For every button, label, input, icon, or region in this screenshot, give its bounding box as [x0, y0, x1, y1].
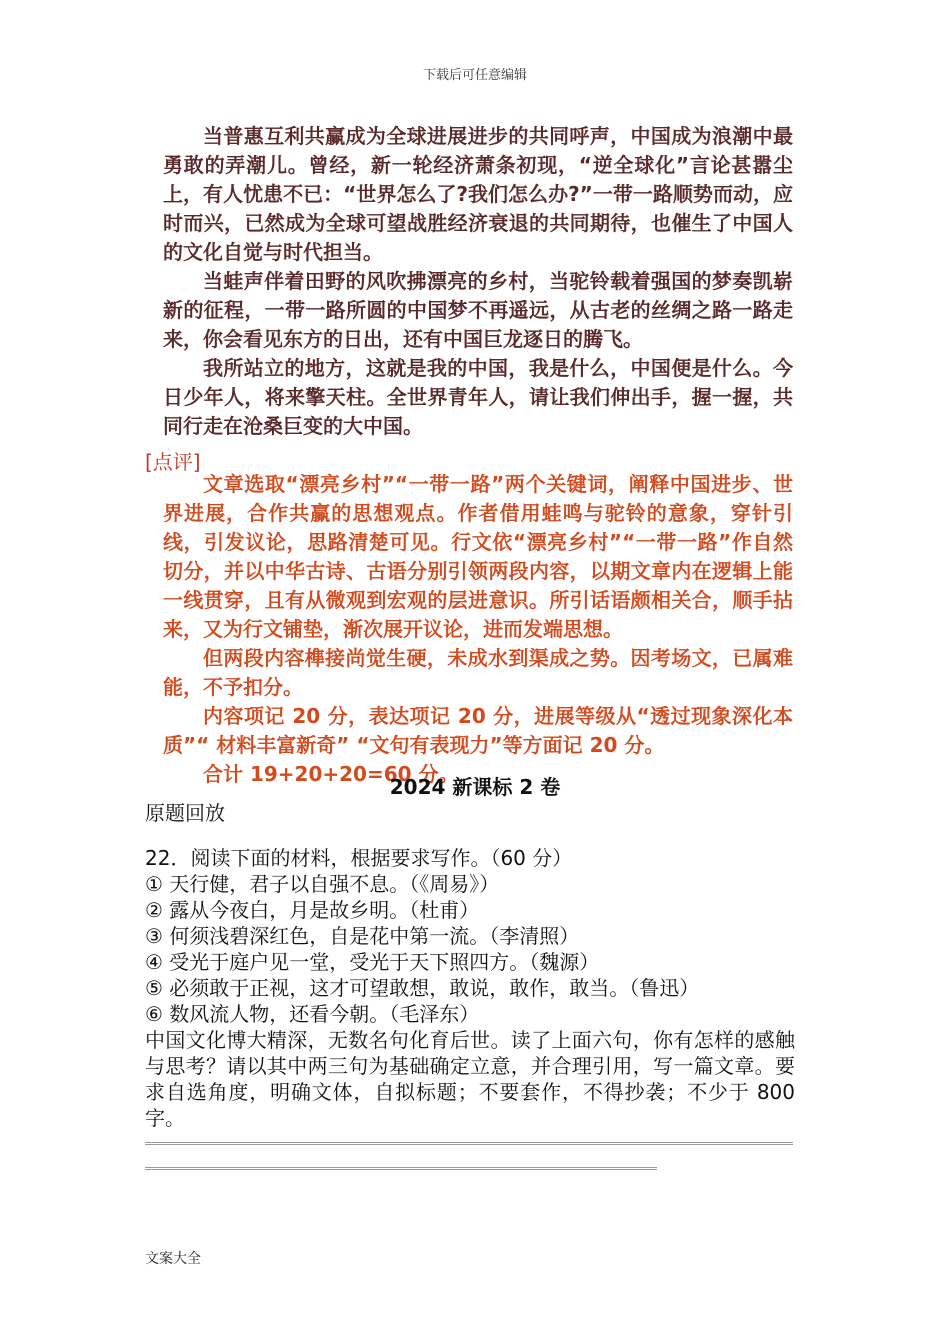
section-subhead: 原题回放: [145, 801, 225, 825]
essay-paragraph: 当蛙声伴着田野的风吹拂漂亮的乡村，当驼铃载着强国的梦奏凯崭新的征程，一带一路所圆的中国梦不再遥远，从古老的丝绸之路一路走来，你会看见东方的日出，还有中国巨龙逐日的腾飞。: [163, 269, 793, 351]
comment-paragraph: 文章选取“漂亮乡村”“一带一路”两个关键词，阐释中国进步、世界进展，合作共赢的思想观点。作者借用蛙鸣与驼铃的意象，穿针引线，引发议论，思路清楚可见。行文依“漂亮乡村”“一带一路”作自然切分，并以中华古诗、古语分别引领两段内容，以期文章内在逻辑上能一线贯穿，且有从微观到宏观的层进意识。所引话语颇相关合，顺手拈来，又为行文铺垫，渐次展开议论，进而发端思想。: [163, 472, 793, 641]
quote-item: ③ 何须浅碧深红色，自是花中第一流。（李清照）: [145, 924, 580, 948]
page-header: 下载后可任意编辑: [422, 68, 527, 83]
quote-item: ⑥ 数风流人物，还看今朝。（毛泽东）: [145, 1002, 480, 1026]
essay-paragraph: 我所站立的地方，这就是我的中国，我是什么，中国便是什么。今日少年人，将来擎天柱。全世界青年人，请让我们伸出手，握一握，共同行走在沧桑巨变的大中国。: [163, 356, 793, 438]
section-title: 2024 新课标 2 卷: [389, 775, 561, 799]
comment-paragraph: 但两段内容榫接尚觉生硬，未成水到渠成之势。因考场文，已属难能，不予扣分。: [163, 646, 793, 699]
essay-paragraph: 当普惠互利共赢成为全球进展进步的共同呼声，中国成为浪潮中最勇敢的弄潮儿。曾经，新一轮经济萧条初现，“逆全球化”言论甚嚣尘上，有人忧患不已：“世界怎么了?我们怎么办?”一带一路顺势而动，应时而兴，已然成为全球可望战胜经济衰退的共同期待，也催生了中国人的文化自觉与时代担当。: [163, 124, 793, 264]
quote-item: ④ 受光于庭户见一堂，受光于天下照四方。（魏源）: [145, 950, 600, 974]
comment-paragraph: 合计 19+20+20=60 分。: [203, 762, 459, 786]
prompt-instruction: 中国文化博大精深，无数名句化育后世。读了上面六句，你有怎样的感触与思考？请以其中两三句为基础确定立意，并合理引用，写一篇文章。要求自选角度，明确文体，自拟标题；不要套作，不得抄袭；不少于 800 字。: [145, 1028, 795, 1130]
commentary: [163, 470, 793, 789]
question-line: 22．阅读下面的材料，根据要求写作。（60 分）: [145, 846, 573, 870]
essay-excerpt: [163, 122, 793, 441]
writing-prompt: [145, 845, 795, 1131]
quote-item: ① 天行健，君子以自强不息。（《周易》）: [145, 872, 500, 896]
quote-item: ⑤ 必须敢于正视，这才可望敢想，敢说，敢作，敢当。（鲁迅）: [145, 976, 700, 1000]
divider-line: [145, 1167, 657, 1177]
comment-paragraph: 内容项记 20 分，表达项记 20 分，进展等级从“透过现象深化本质”“ 材料丰富新奇” “文句有表现力”等方面记 20 分。: [163, 704, 793, 757]
page-footer: 文案大全: [145, 1251, 201, 1267]
quote-item: ② 露从今夜白，月是故乡明。（杜甫）: [145, 898, 480, 922]
divider-line: [145, 1142, 793, 1152]
comment-label: [点评]: [145, 450, 201, 474]
